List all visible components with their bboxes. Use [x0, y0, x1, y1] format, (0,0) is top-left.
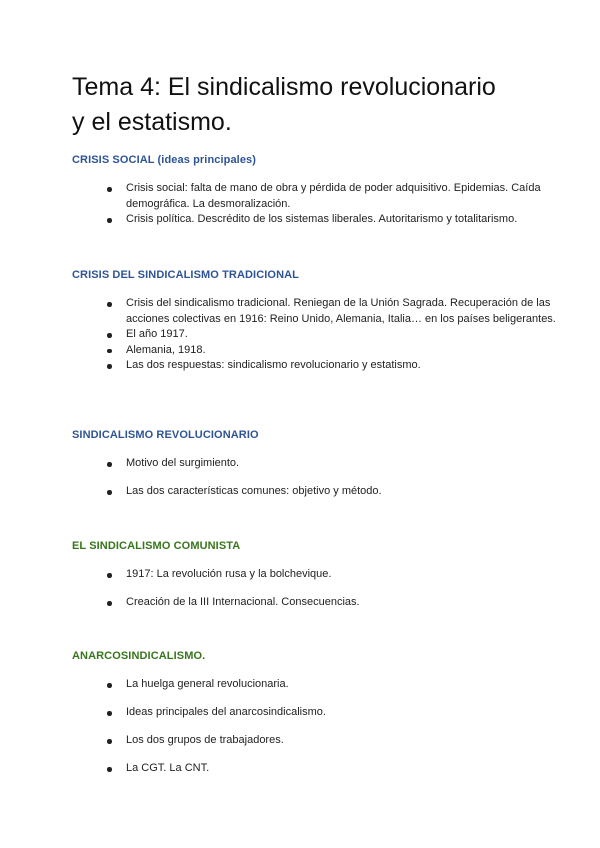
- list-item: 1917: La revolución rusa y la bolchevique.: [126, 567, 562, 583]
- list-item: El año 1917.: [126, 327, 562, 343]
- section-crisis-sindicalismo: [72, 268, 562, 374]
- list-item: La CGT. La CNT.: [126, 761, 562, 777]
- list-item: Crisis del sindicalismo tradicional. Reniegan de la Unión Sagrada. Recuperación de las acciones colectivas en 1916: Reino Unido, Alemania, Italia… en los países beligerantes.: [126, 296, 562, 327]
- section-heading: CRISIS DEL SINDICALISMO TRADICIONAL: [72, 269, 299, 281]
- list-item: Creación de la III Internacional. Consecuencias.: [126, 595, 562, 611]
- section-heading: EL SINDICALISMO COMUNISTA: [72, 540, 241, 552]
- bullet-list: [72, 567, 562, 611]
- list-item: Los dos grupos de trabajadores.: [126, 733, 562, 749]
- list-item: Motivo del surgimiento.: [126, 456, 562, 472]
- title-line-2: y el estatismo.: [72, 108, 232, 136]
- section-crisis-social: [72, 153, 562, 228]
- section-anarcosindicalismo: [72, 649, 562, 789]
- section-heading: ANARCOSINDICALISMO.: [72, 650, 206, 662]
- list-item: La huelga general revolucionaria.: [126, 677, 562, 693]
- title-line-1: Tema 4: El sindicalismo revolucionario: [72, 73, 496, 101]
- bullet-list: [72, 296, 562, 374]
- list-item: Ideas principales del anarcosindicalismo.: [126, 705, 562, 721]
- list-item: Crisis social: falta de mano de obra y pérdida de poder adquisitivo. Epidemias. Caída demográfica. La desmoralización.: [126, 181, 562, 212]
- section-sindicalismo-revolucionario: [72, 428, 562, 512]
- section-heading: CRISIS SOCIAL (ideas principales): [72, 154, 257, 166]
- bullet-list: [72, 181, 562, 228]
- list-item: Alemania, 1918.: [126, 343, 562, 359]
- section-heading: SINDICALISMO REVOLUCIONARIO: [72, 429, 259, 441]
- list-item: Crisis política. Descrédito de los sistemas liberales. Autoritarismo y totalitarismo.: [126, 212, 562, 228]
- list-item: Las dos respuestas: sindicalismo revolucionario y estatismo.: [126, 358, 562, 374]
- section-sindicalismo-comunista: [72, 539, 562, 623]
- bullet-list: [72, 456, 562, 500]
- page-title: [72, 70, 552, 140]
- bullet-list: [72, 677, 562, 777]
- list-item: Las dos características comunes: objetivo y método.: [126, 484, 562, 500]
